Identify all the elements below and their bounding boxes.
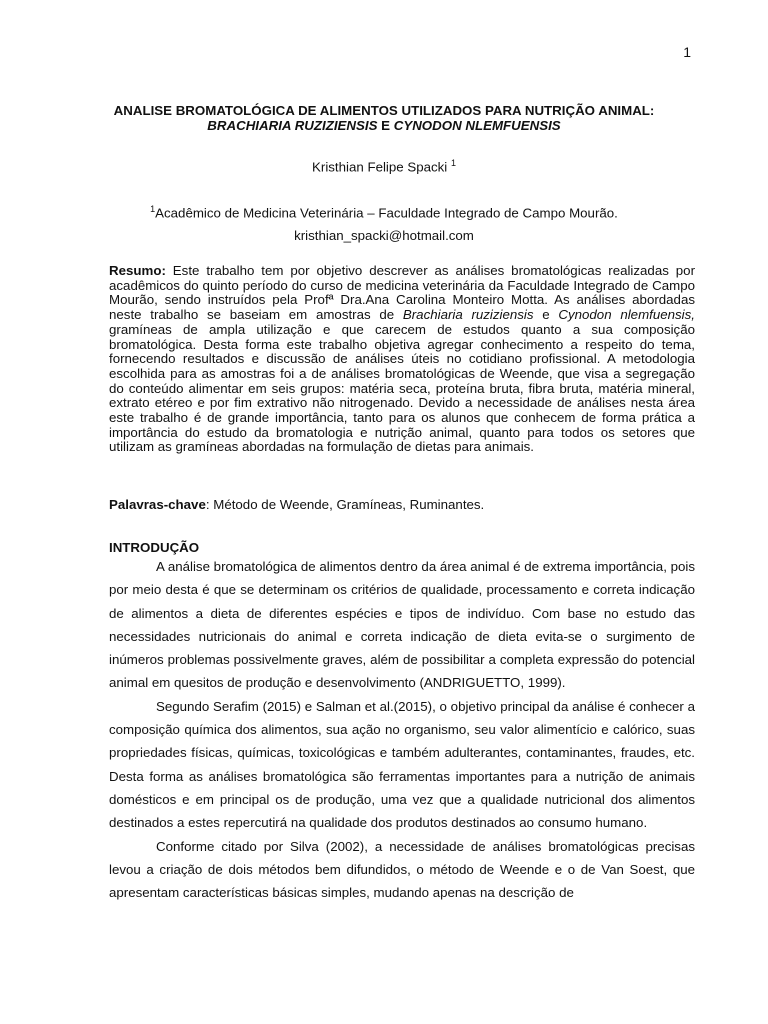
keywords-label: Palavras-chave: [109, 497, 206, 512]
introduction-paragraph: Segundo Serafim (2015) e Salman et al.(2015), o objetivo principal da análise é conhecer a composição química dos alimentos, sua ação no organismo, seu valor alimentício e calórico, suas propriedades físicas, químicas, toxicológicas e também adulterantes, contaminantes, fraudes, etc. Desta forma as análises bromatológica são ferramentas importantes para a nutrição de animais domésticos e em principal os de produção, uma vez que a qualidade nutricional dos alimentos destinados a estes repercutirá na qualidade dos produtos destinados ao consumo humano.: [109, 698, 695, 831]
keywords-text: : Método de Weende, Gramíneas, Ruminantes.: [205, 497, 485, 512]
abstract: [109, 264, 695, 455]
abstract-species-1: Brachiaria ruziziensis: [402, 307, 534, 323]
introduction-paragraph: A análise bromatológica de alimentos dentro da área animal é de extrema importância, pois por meio desta é que se determinam os critérios de qualidade, processamento e correta indicação de alimentos a dieta de diferentes espécies e tipos de indivíduo. Com base no estudo das necessidades nutricionais do animal e correta indicação de dieta evita-se o surgimento de inúmeros problemas possivelmente graves, além de possibilitar a completa expressão do potencial animal em quesitos de produção e desenvolvimento (ANDRIGUETTO, 1999).: [109, 559, 695, 691]
page-number: 1: [683, 44, 691, 60]
title-species-2: CYNODON NLEMFUENSIS: [393, 118, 561, 133]
abstract-label: Resumo:: [109, 263, 166, 278]
section-heading-introduction: INTRODUÇÃO: [109, 540, 200, 555]
abstract-species-2: Cynodon nlemfuensis,: [558, 307, 695, 323]
author-name: Kristhian Felipe Spacki: [312, 159, 448, 175]
paper-title: [90, 103, 678, 133]
abstract-text-2: e: [533, 307, 559, 323]
keywords: [109, 497, 695, 512]
title-line-2: [90, 118, 678, 133]
abstract-text-3: gramíneas de ampla utilização e que carecem de estudos quanto a sua composição bromatológica. Desta forma este trabalho objetiva agregar conhecimento a respeito do tema, fornecendo resultados e discussão de análises úteis no cotidiano profissional. A metodologia escolhida para as amostras foi a de análises bromatológicas de Weende, que visa a segregação do conteúdo alimentar em seis grupos: matéria seca, proteína bruta, fibra bruta, matéria mineral, extrato etéreo e por fim extrativo não nitrogenado. Devido a necessidade de análises nesta área este trabalho é de grande importância, tanto para os alunos que conhecem de forma prática a importância do estudo da bromatologia e nutrição animal, quanto para todos os setores que utilizam as gramíneas abordadas na formulação de dietas para animais.: [109, 321, 695, 455]
title-conjunction: E: [377, 118, 394, 133]
author-line: [0, 158, 768, 174]
author-footnote-mark: 1: [450, 158, 456, 168]
introduction-paragraph: Conforme citado por Silva (2002), a necessidade de análises bromatológicas precisas levou a criação de dois métodos bem difundidos, o método de Weende e o de Van Soest, que apresentam características básicas simples, mudando apenas na descrição de: [109, 838, 695, 901]
affiliation-mark: 1: [150, 204, 156, 214]
affiliation-text: Acadêmico de Medicina Veterinária – Faculdade Integrado de Campo Mourão.: [155, 205, 618, 221]
title-species-1: BRACHIARIA RUZIZIENSIS: [207, 118, 378, 133]
introduction-body: [109, 555, 695, 904]
author-email: kristhian_spacki@hotmail.com: [294, 228, 474, 243]
title-line-1: ANALISE BROMATOLÓGICA DE ALIMENTOS UTILIZADOS PARA NUTRIÇÃO ANIMAL:: [113, 103, 655, 118]
affiliation: [0, 204, 768, 220]
abstract-text-1: Este trabalho tem por objetivo descrever as análises bromatológicas realizadas por acadêmicos do quinto período do curso de medicina veterinária da Faculdade Integrado de Campo Mourão, sendo instruídos pela Profª Dra.Ana Carolina Monteiro Motta. As análises abordadas neste trabalho se baseiam em amostras de: [109, 263, 695, 323]
